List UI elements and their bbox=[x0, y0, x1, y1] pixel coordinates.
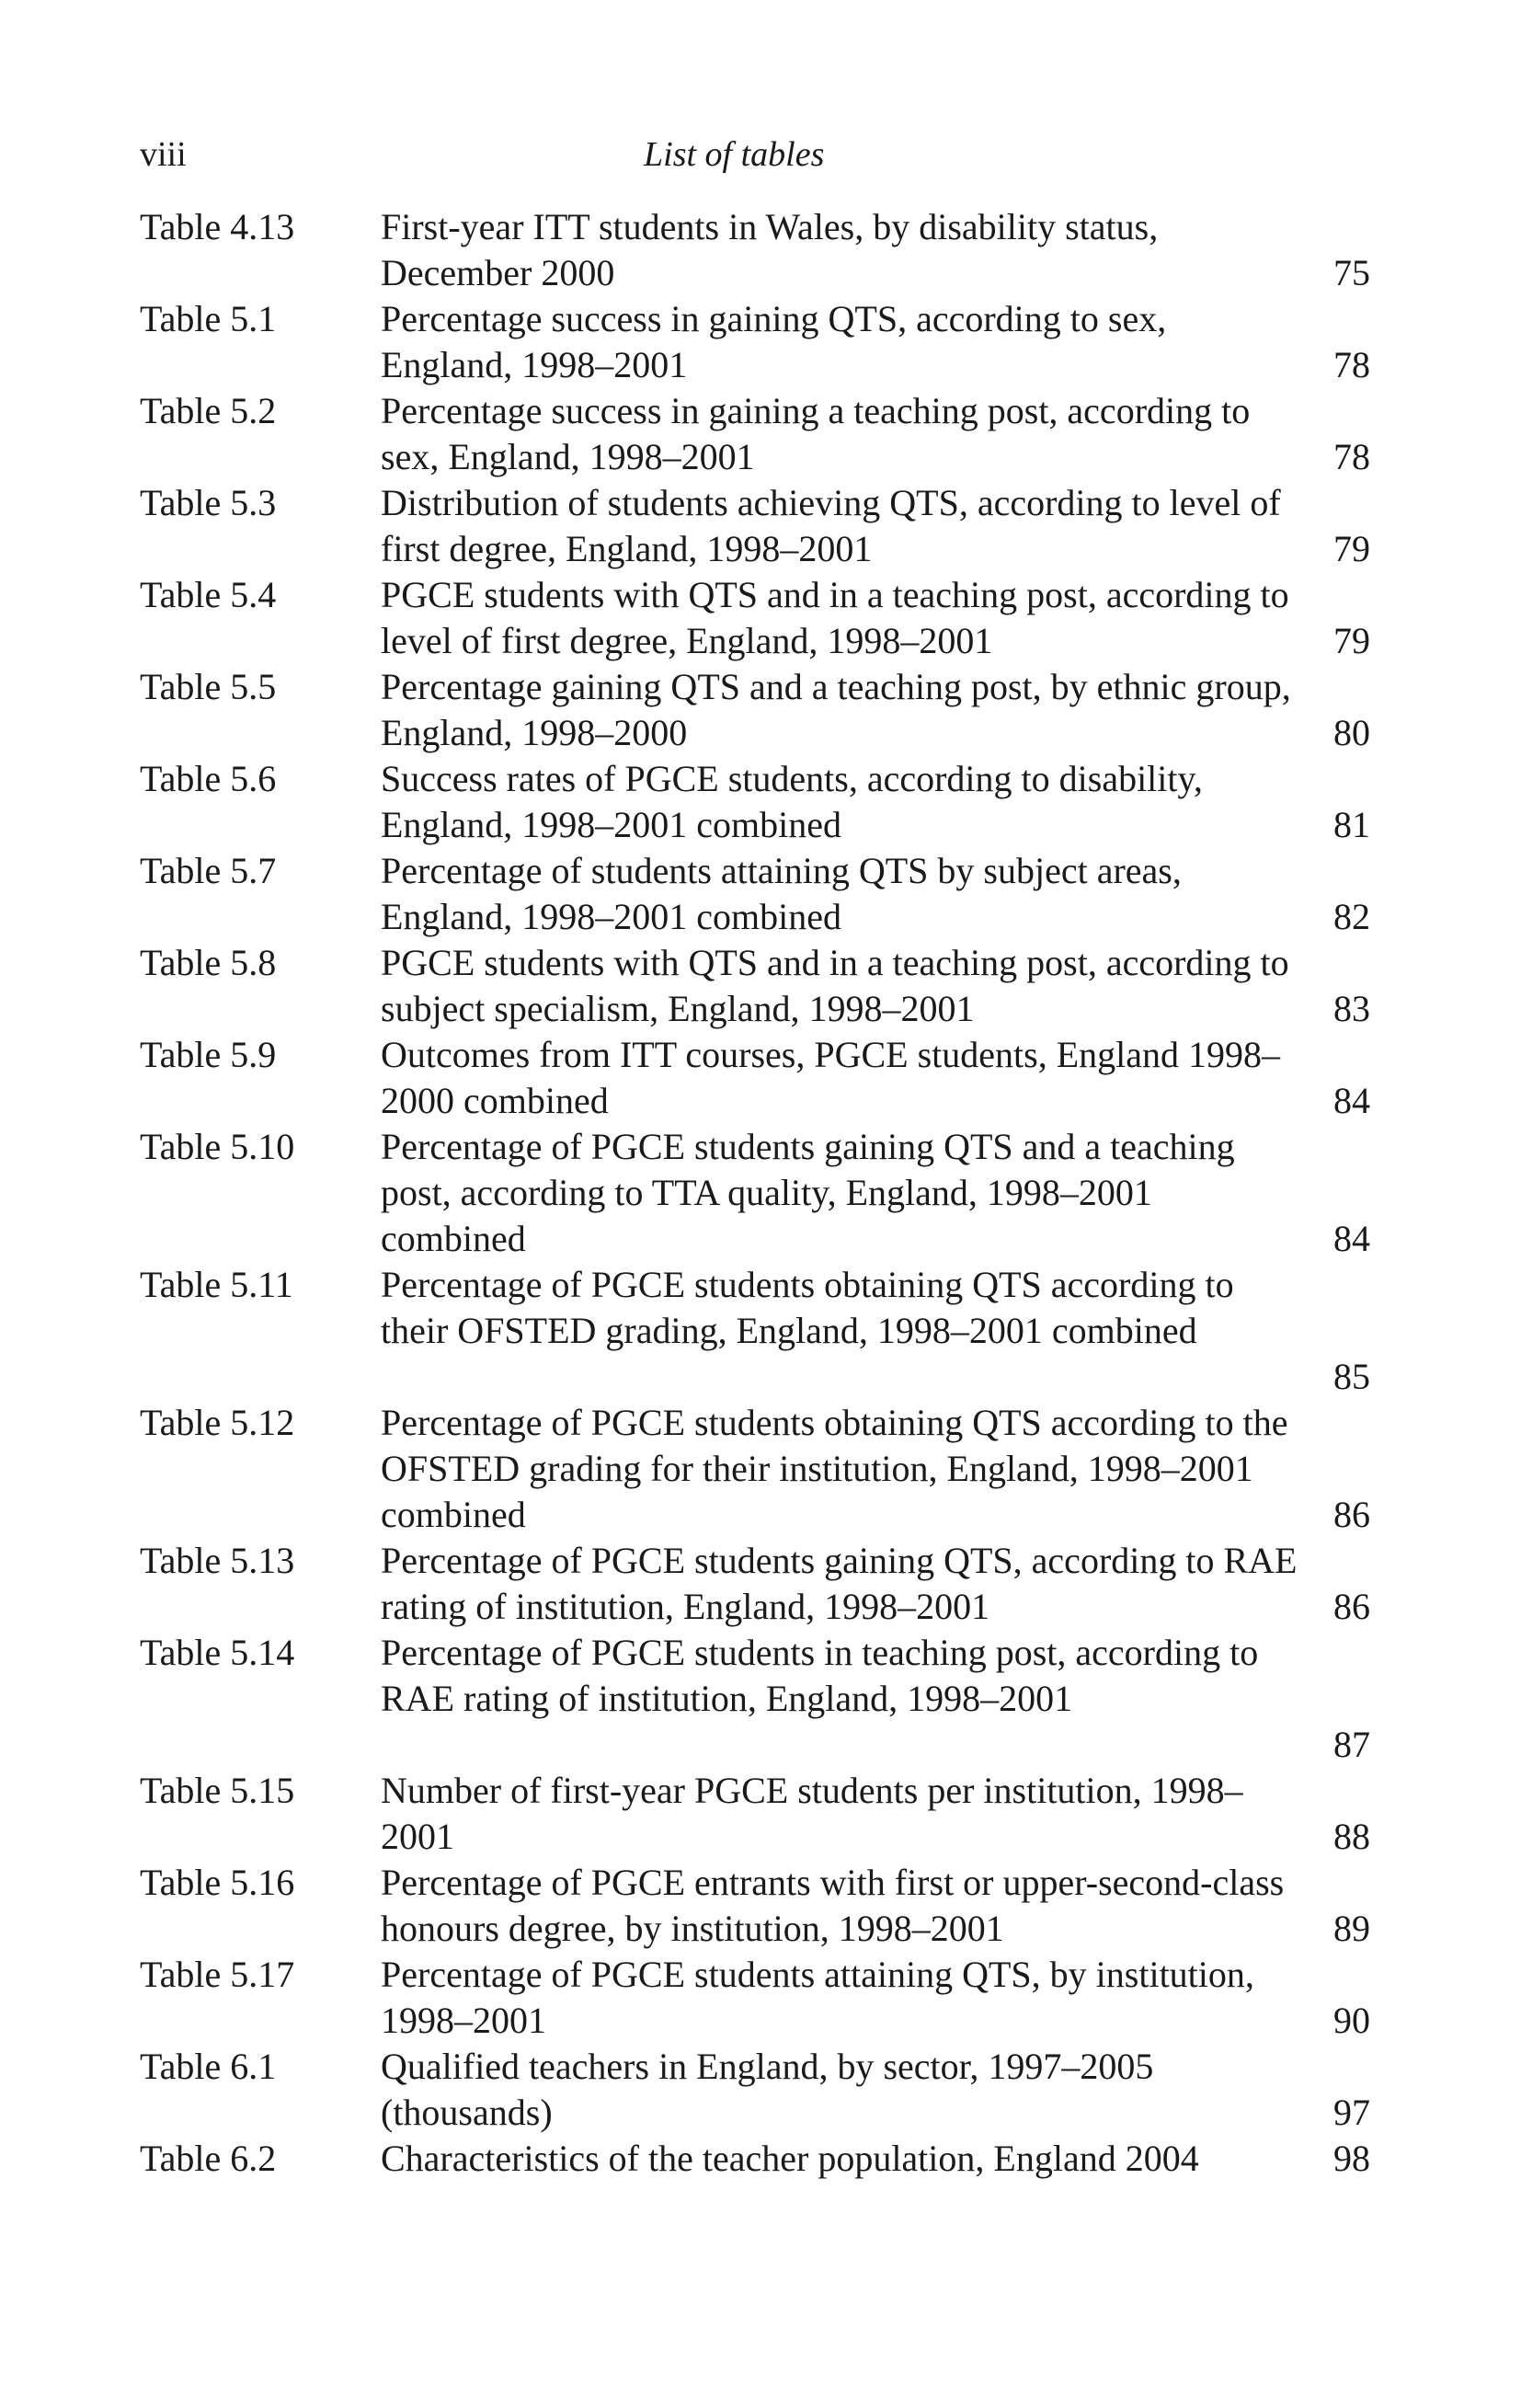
page-number: 83 bbox=[1333, 988, 1370, 1029]
table-title: Percentage of PGCE students gaining QTS, according to RAE rating of institution, England, 1998–2001 bbox=[381, 1540, 1298, 1627]
toc-entry bbox=[140, 940, 1370, 1032]
toc-entry bbox=[140, 1032, 1370, 1124]
table-label: Table 5.12 bbox=[140, 1402, 295, 1443]
toc-entry bbox=[140, 1262, 1370, 1400]
page-number: 79 bbox=[1333, 528, 1370, 569]
page-number: 78 bbox=[1333, 436, 1370, 477]
page-folio: viii bbox=[140, 135, 187, 174]
table-label: Table 5.8 bbox=[140, 942, 277, 983]
table-title: Percentage gaining QTS and a teaching post, by ethnic group, England, 1998–2000 bbox=[381, 666, 1291, 753]
table-label: Table 5.9 bbox=[140, 1034, 277, 1075]
table-label: Table 5.3 bbox=[140, 482, 277, 523]
toc-entry bbox=[140, 1952, 1370, 2044]
table-title: Percentage of PGCE students in teaching post, according to RAE rating of institution, England, 1998–2001 bbox=[381, 1632, 1259, 1719]
toc-entry bbox=[140, 480, 1370, 572]
table-title: Percentage of PGCE students gaining QTS and a teaching post, according to TTA quality, England, 1998–2001 combined bbox=[381, 1126, 1235, 1259]
table-label: Table 6.2 bbox=[140, 2138, 277, 2179]
toc-entry bbox=[140, 1860, 1370, 1952]
toc-entry bbox=[140, 664, 1370, 756]
table-title: PGCE students with QTS and in a teaching post, according to level of first degree, England, 1998–2001 bbox=[381, 574, 1289, 661]
page-number: 85 bbox=[1333, 1356, 1370, 1397]
page-number: 86 bbox=[1333, 1586, 1370, 1627]
toc-entry bbox=[140, 756, 1370, 848]
table-label: Table 6.1 bbox=[140, 2046, 277, 2087]
table-label: Table 5.4 bbox=[140, 574, 277, 615]
table-title: Success rates of PGCE students, according to disability, England, 1998–2001 combined bbox=[381, 758, 1203, 845]
table-title: Percentage of PGCE students obtaining QTS according to the OFSTED grading for their institution, England, 1998–2001 combined bbox=[381, 1402, 1288, 1535]
table-label: Table 5.2 bbox=[140, 390, 277, 431]
table-label: Table 5.1 bbox=[140, 298, 277, 339]
page-number: 86 bbox=[1333, 1494, 1370, 1535]
table-label: Table 5.13 bbox=[140, 1540, 295, 1581]
page-number: 82 bbox=[1333, 896, 1370, 937]
table-label: Table 5.16 bbox=[140, 1862, 295, 1903]
toc-entry bbox=[140, 1400, 1370, 1538]
running-head: List of tables bbox=[644, 135, 825, 174]
table-title: PGCE students with QTS and in a teaching post, according to subject specialism, England, 1998–2001 bbox=[381, 942, 1289, 1029]
toc-entry bbox=[140, 388, 1370, 480]
table-title: Distribution of students achieving QTS, according to level of first degree, England, 1998–2001 bbox=[381, 482, 1281, 569]
toc-entry bbox=[140, 572, 1370, 664]
table-title: Percentage of PGCE students obtaining QTS according to their OFSTED grading, England, 1998–2001 combined bbox=[381, 1264, 1234, 1351]
table-label: Table 4.13 bbox=[140, 206, 295, 247]
page-number: 79 bbox=[1333, 620, 1370, 661]
toc-entry bbox=[140, 1124, 1370, 1262]
toc-entry bbox=[140, 1538, 1370, 1630]
page-number: 90 bbox=[1333, 2000, 1370, 2041]
page-number: 75 bbox=[1333, 252, 1370, 293]
table-title: Qualified teachers in England, by sector, 1997–2005 (thousands) bbox=[381, 2046, 1154, 2133]
page-number: 97 bbox=[1333, 2092, 1370, 2133]
page-number: 84 bbox=[1333, 1218, 1370, 1259]
table-title: First-year ITT students in Wales, by disability status, December 2000 bbox=[381, 206, 1159, 293]
table-title: Percentage of PGCE entrants with first or upper-second-class honours degree, by institution, 1998–2001 bbox=[381, 1862, 1285, 1949]
toc-entry bbox=[140, 848, 1370, 940]
table-title: Percentage success in gaining QTS, according to sex, England, 1998–2001 bbox=[381, 298, 1167, 385]
table-title: Percentage of students attaining QTS by subject areas, England, 1998–2001 combined bbox=[381, 850, 1182, 937]
table-label: Table 5.15 bbox=[140, 1770, 295, 1811]
table-label: Table 5.17 bbox=[140, 1954, 295, 1995]
table-label: Table 5.14 bbox=[140, 1632, 295, 1673]
table-label: Table 5.7 bbox=[140, 850, 277, 891]
list-of-tables bbox=[140, 204, 1370, 2182]
toc-entry bbox=[140, 2136, 1370, 2182]
toc-entry bbox=[140, 296, 1370, 388]
table-title: Percentage of PGCE students attaining QTS, by institution, 1998–2001 bbox=[381, 1954, 1254, 2041]
page-number: 78 bbox=[1333, 344, 1370, 385]
table-title: Number of first-year PGCE students per institution, 1998–2001 bbox=[381, 1770, 1243, 1857]
page-number: 80 bbox=[1333, 712, 1370, 753]
table-title: Percentage success in gaining a teaching post, according to sex, England, 1998–2001 bbox=[381, 390, 1251, 477]
page-number: 98 bbox=[1333, 2138, 1370, 2179]
table-label: Table 5.11 bbox=[140, 1264, 293, 1305]
toc-entry bbox=[140, 1768, 1370, 1860]
page-number: 81 bbox=[1333, 804, 1370, 845]
toc-entry bbox=[140, 1630, 1370, 1768]
table-title: Outcomes from ITT courses, PGCE students, England 1998–2000 combined bbox=[381, 1034, 1281, 1121]
toc-entry bbox=[140, 2044, 1370, 2136]
table-label: Table 5.6 bbox=[140, 758, 277, 799]
page-number: 88 bbox=[1333, 1816, 1370, 1857]
table-label: Table 5.5 bbox=[140, 666, 277, 707]
page-number: 84 bbox=[1333, 1080, 1370, 1121]
page-number: 87 bbox=[1333, 1724, 1370, 1765]
toc-entry bbox=[140, 204, 1370, 296]
table-label: Table 5.10 bbox=[140, 1126, 295, 1167]
page-number: 89 bbox=[1333, 1908, 1370, 1949]
table-title: Characteristics of the teacher population, England 2004 bbox=[381, 2138, 1199, 2179]
